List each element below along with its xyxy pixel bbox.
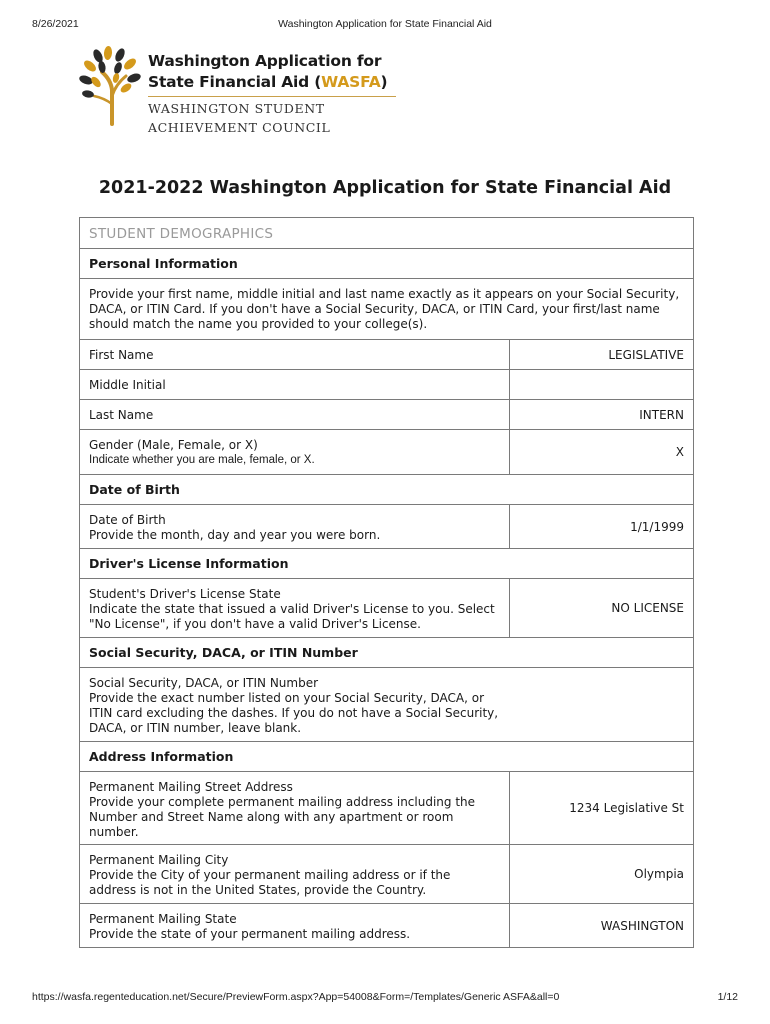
city-row xyxy=(80,845,693,904)
gender-hint: Indicate whether you are male, female, or X. xyxy=(89,454,315,466)
city-hint: Provide the City of your permanent mailing address or if the address is not in the United States, provide the Country. xyxy=(89,868,451,897)
document-title: 2021-2022 Washington Application for State Financial Aid xyxy=(98,178,672,198)
state-label: Permanent Mailing State xyxy=(89,912,237,926)
gender-row xyxy=(80,430,693,475)
state-label-cell xyxy=(80,904,510,947)
ssn-row xyxy=(80,668,693,742)
first-name-row xyxy=(80,340,693,370)
tree-logo-icon xyxy=(78,46,142,126)
ssn-hint: Provide the exact number listed on your Social Security, DACA, or ITIN card excluding the dashes. If you do not have a Social Security, DACA, or ITIN number, leave blank. xyxy=(89,691,499,735)
logo-line-2-prefix: State Financial Aid ( xyxy=(148,73,322,91)
print-date: 8/26/2021 xyxy=(32,18,79,30)
middle-initial-value xyxy=(510,370,693,399)
print-page-title: Washington Application for State Financial Aid xyxy=(278,18,492,30)
logo-line-1: Washington Application for xyxy=(148,52,382,70)
gender-label: Gender (Male, Female, or X) xyxy=(89,438,258,452)
gender-label-cell xyxy=(80,430,510,474)
ssn-label: Social Security, DACA, or ITIN Number xyxy=(89,676,319,690)
logo-line-4: ACHIEVEMENT COUNCIL xyxy=(148,120,331,135)
street-value: 1234 Legislative St xyxy=(569,801,684,815)
page-counter: 1/12 xyxy=(717,991,738,1003)
section-title: STUDENT DEMOGRAPHICS xyxy=(80,218,693,249)
dob-label-cell xyxy=(80,505,510,548)
license-value: NO LICENSE xyxy=(611,601,684,615)
license-row xyxy=(80,579,693,638)
street-label: Permanent Mailing Street Address xyxy=(89,780,293,794)
dob-heading: Date of Birth xyxy=(80,475,693,505)
print-url: https://wasfa.regenteducation.net/Secure/PreviewForm.aspx?App=54008&Form=/Templates/Generic ASFA&all=0 xyxy=(32,991,560,1003)
ssn-heading: Social Security, DACA, or ITIN Number xyxy=(80,638,693,668)
street-label-cell xyxy=(80,772,510,844)
personal-info-heading: Personal Information xyxy=(80,249,693,279)
street-hint: Provide your complete permanent mailing address including the Number and Street Name along with any apartment or room number. xyxy=(89,795,476,839)
state-row xyxy=(80,904,693,948)
dob-hint: Provide the month, day and year you were born. xyxy=(89,528,381,542)
logo-divider xyxy=(148,96,396,97)
middle-initial-row xyxy=(80,370,693,400)
logo-acronym: WASFA xyxy=(321,73,381,91)
city-label-cell xyxy=(80,845,510,903)
dob-value: 1/1/1999 xyxy=(630,519,684,534)
last-name-value: INTERN xyxy=(639,407,684,422)
license-heading: Driver's License Information xyxy=(80,549,693,579)
last-name-row xyxy=(80,400,693,430)
street-row xyxy=(80,772,693,845)
first-name-value: LEGISLATIVE xyxy=(608,347,684,362)
wasfa-logo xyxy=(78,46,408,142)
dob-row xyxy=(80,505,693,549)
first-name-label: First Name xyxy=(80,340,510,369)
license-label-cell xyxy=(80,579,510,637)
license-label: Student's Driver's License State xyxy=(89,587,281,601)
personal-info-intro: Provide your first name, middle initial and last name exactly as it appears on your Social Security, DACA, or ITIN Card. If you don't have a Social Security, DACA, or ITIN Card, your first/last name should match the name you provided to your college(s). xyxy=(80,279,693,340)
last-name-label: Last Name xyxy=(80,400,510,429)
print-footer xyxy=(32,991,738,1005)
student-demographics-form xyxy=(79,217,694,948)
gender-value: X xyxy=(675,445,684,459)
dob-label: Date of Birth xyxy=(89,513,166,527)
address-heading: Address Information xyxy=(80,742,693,772)
logo-line-2 xyxy=(148,73,387,91)
logo-line-3: WASHINGTON STUDENT xyxy=(148,101,325,116)
license-hint: Indicate the state that issued a valid Driver's License to you. Select "No License", if you don't have a valid Driver's License. xyxy=(89,602,495,631)
city-label: Permanent Mailing City xyxy=(89,853,229,867)
city-value: Olympia xyxy=(634,867,684,881)
logo-line-2-suffix: ) xyxy=(380,73,388,91)
print-header xyxy=(32,18,738,32)
middle-initial-label: Middle Initial xyxy=(80,370,510,399)
state-value: WASHINGTON xyxy=(600,918,684,933)
state-hint: Provide the state of your permanent mailing address. xyxy=(89,927,411,941)
